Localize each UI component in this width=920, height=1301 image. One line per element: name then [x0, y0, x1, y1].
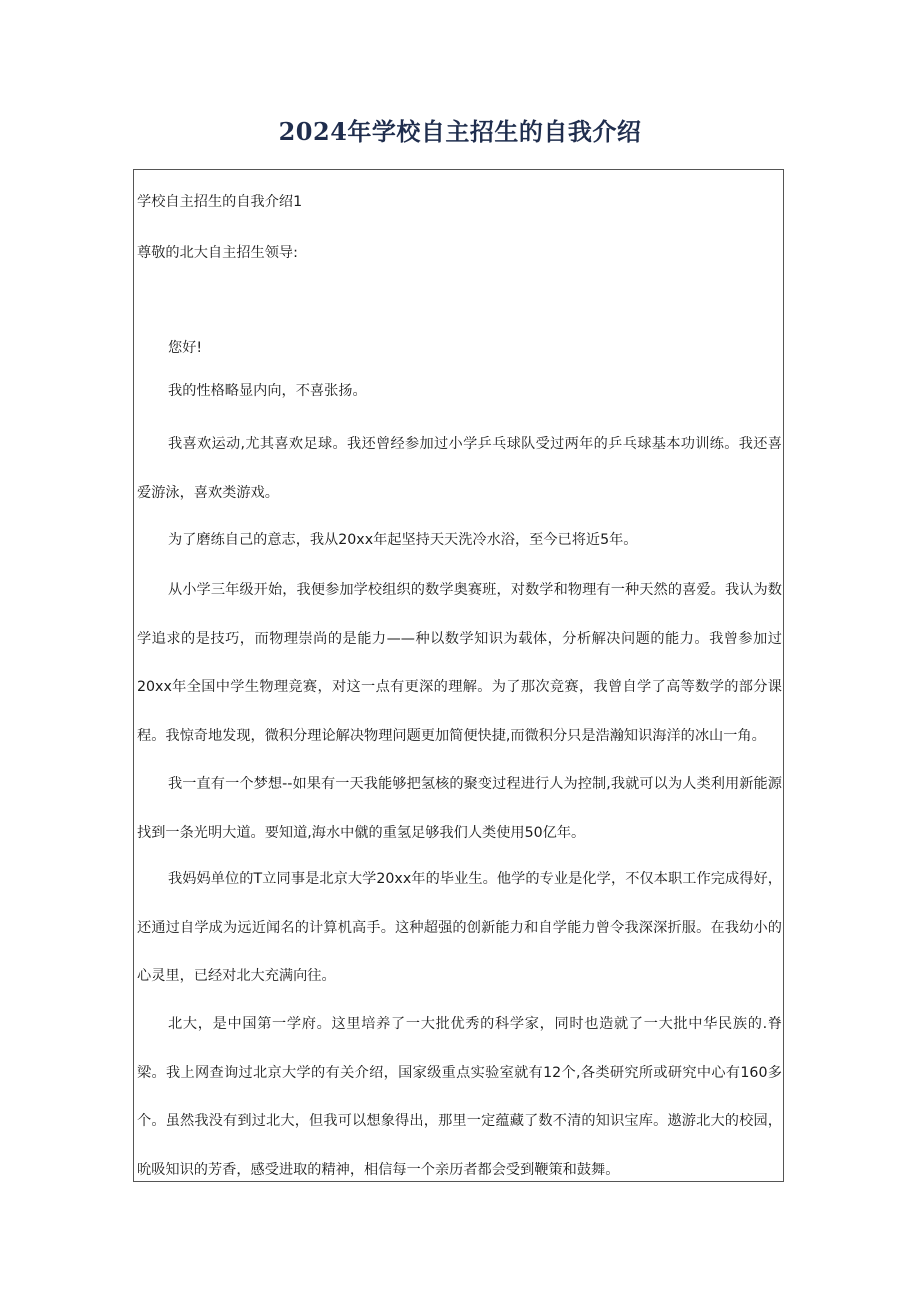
paragraph-dream: 我一直有一个梦想--如果有一天我能够把氢核的聚变过程进行人为控制,我就可以为人类利用新能源找到一条光明大道。要知道,海水中僦的重氢足够我们人类使用50亿年。	[137, 776, 782, 841]
paragraph-cold-shower: 为了磨练自己的意志，我从20xx年起坚持天天洗冷水浴，至今已将近5年。	[168, 532, 638, 548]
content-frame	[133, 169, 784, 1182]
paragraph-peking-university: 北大，是中国第一学府。这里培养了一大批优秀的科学家，同时也造就了一大批中华民族的.脊梁。我上网查询过北京大学的有关介绍，国家级重点实验室就有12个,各类研究所或研究中心有160多个。虽然我没有到过北大，但我可以想象得出，那里一定蕴藏了数不清的知识宝库。遨游北大的校园，吮吸知识的芳香，感受进取的精神，相信每一个亲历者都会受到鞭策和鼓舞。	[137, 1016, 782, 1178]
greeting: 您好!	[168, 340, 203, 356]
paragraph-sports: 我喜欢运动,尤其喜欢足球。我还曾经参加过小学乒乓球队受过两年的乒乓球基本功训练。我还喜爱游泳，喜欢类游戏。	[137, 436, 782, 501]
paragraph-math-physics: 从小学三年级开始，我便参加学校组织的数学奥赛班，对数学和物理有一种天然的喜爱。我认为数学追求的是技巧，而物理崇尚的是能力——种以数学知识为载体，分析解决问题的能力。我曾参加过20xx年全国中学生物理竞赛，对这一点有更深的理解。为了那次竞赛，我曾自学了高等数学的部分课程。我惊奇地发现，微积分理论解决物理问题更加简便快捷,而微积分只是浩瀚知识海洋的冰山一角。	[137, 582, 782, 744]
document-title: 2024年学校自主招生的自我介绍	[278, 117, 642, 146]
paragraph-colleague: 我妈妈单位的T立同事是北京大学20xx年的毕业生。他学的专业是化学，不仅本职工作完成得好，还通过自学成为远近闻名的计算机高手。这种超强的创新能力和自学能力曾令我深深折服。在我幼小的心灵里，已经对北大充满向往。	[137, 871, 782, 984]
paragraph-personality: 我的性格略显内向，不喜张扬。	[168, 383, 367, 399]
salutation: 尊敬的北大自主招生领导:	[137, 245, 298, 261]
section-heading: 学校自主招生的自我介绍1	[137, 194, 303, 210]
